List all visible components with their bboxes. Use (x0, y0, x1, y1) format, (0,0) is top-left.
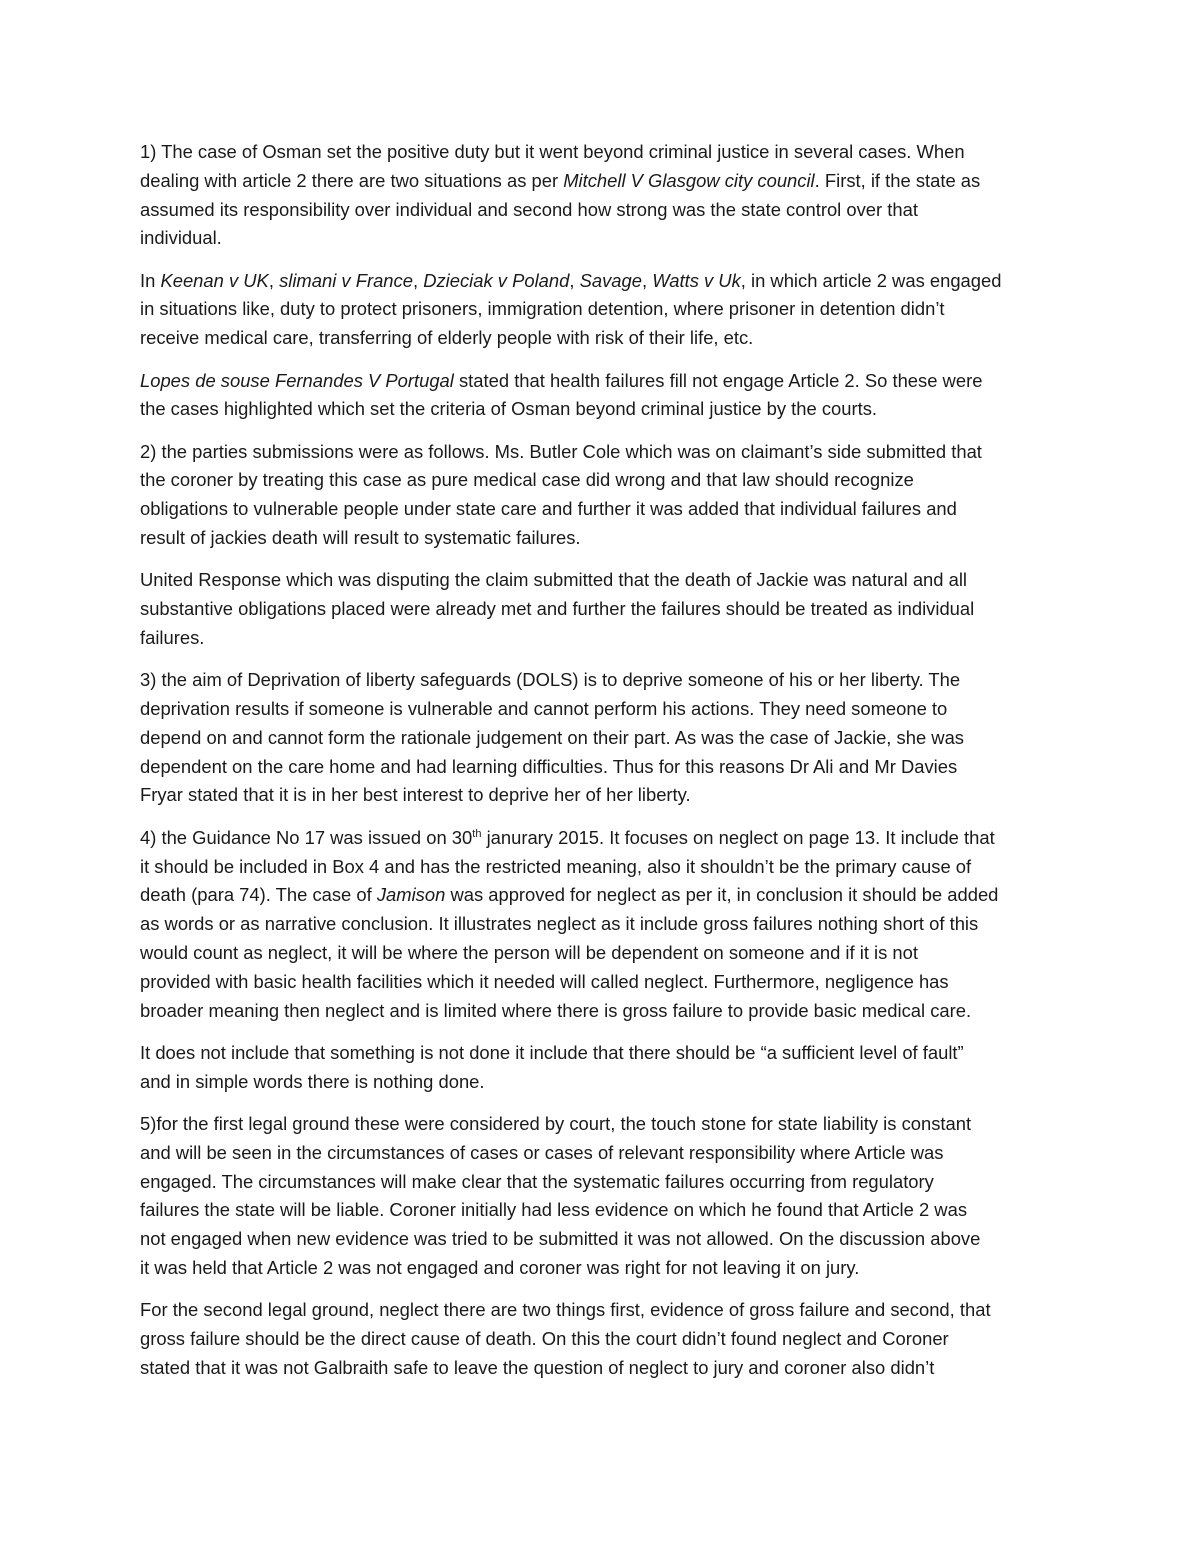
text-line (140, 1039, 1060, 1068)
text-run: death (para 74). The case of (140, 884, 377, 906)
text-run: 1) The case of Osman set the positive duty but it went beyond criminal justice in several cases. When (140, 141, 965, 162)
text-run: it should be included in Box 4 and has the restricted meaning, also it shouldn’t be the primary cause of (140, 855, 972, 877)
text-run: . First, if the state as (814, 169, 981, 191)
text-line (140, 968, 1060, 997)
text-run: Fryar stated that it is in her best interest to deprive her of her liberty. (140, 784, 691, 806)
text-run: it was held that Article 2 was not engaged and coroner was right for not leaving it on jury. (140, 1256, 860, 1278)
text-line (140, 595, 1060, 624)
text-line (140, 524, 1060, 553)
text-line (140, 224, 1060, 253)
text-line (140, 624, 1060, 653)
text-line (140, 167, 1060, 196)
text-line (140, 1110, 1060, 1139)
paragraph (140, 1110, 1060, 1283)
text-run: 2) the parties submissions were as follows. Ms. Butler Cole which was on claimant’s side submitted that (140, 440, 982, 462)
text-run: , (641, 269, 653, 291)
text-run: in situations like, duty to protect prisoners, immigration detention, where prisoner in detention didn’t (140, 298, 945, 320)
case-name: Jamison (376, 884, 446, 906)
text-run: , (268, 269, 280, 291)
text-line (140, 1168, 1060, 1197)
text-run: dependent on the care home and had learning difficulties. Thus for this reasons Dr Ali and Mr Davies (140, 755, 958, 777)
case-name: Savage (579, 269, 642, 291)
text-line (140, 566, 1060, 595)
case-name: Keenan v UK (160, 269, 269, 291)
text-run: 4) the Guidance No 17 was issued on 30 (140, 826, 473, 848)
text-line (140, 466, 1060, 495)
text-line (140, 910, 1060, 939)
text-run: broader meaning then neglect and is limited where there is gross failure to provide basic medical care. (140, 999, 972, 1021)
text-run: not engaged when new evidence was tried to be submitted it was not allowed. On the discussion above (140, 1228, 981, 1250)
text-run: deprivation results if someone is vulnerable and cannot perform his actions. They need someone to (140, 698, 948, 720)
text-run: stated that it was not Galbraith safe to leave the question of neglect to jury and coroner also didn’t (140, 1356, 935, 1378)
text-line (140, 939, 1060, 968)
text-line (140, 997, 1060, 1026)
text-line (140, 324, 1060, 353)
paragraph (140, 666, 1060, 810)
case-name: Mitchell V Glasgow city council (563, 169, 815, 191)
ordinal-suffix: th (472, 827, 482, 840)
text-run: depend on and cannot form the rationale judgement on their part. As was the case of Jackie, she was (140, 726, 964, 748)
text-run: , (569, 269, 580, 291)
text-line (140, 1325, 1060, 1354)
text-run: as words or as narrative conclusion. It illustrates neglect as it include gross failures nothing short of this (140, 913, 979, 935)
case-name: slimani v France (279, 269, 413, 291)
text-run: would count as neglect, it will be where the person will be dependent on someone and if it is not (140, 941, 918, 963)
case-name: Dzieciak v Poland (423, 269, 570, 291)
document-page (140, 138, 1060, 1396)
case-name: Watts v Uk (652, 269, 741, 291)
text-run: gross failure should be the direct cause of death. On this the court didn’t found neglect and Coroner (140, 1327, 949, 1349)
text-line (140, 1296, 1060, 1325)
text-line (140, 724, 1060, 753)
text-run: was approved for neglect as per it, in conclusion it should be added (445, 884, 999, 906)
text-run: 5)for the first legal ground these were considered by court, the touch stone for state liability is constant (140, 1112, 972, 1134)
paragraph (140, 438, 1060, 553)
text-line (140, 267, 1060, 296)
text-line (140, 753, 1060, 782)
paragraph (140, 367, 1060, 425)
text-line (140, 1196, 1060, 1225)
text-run: receive medical care, transferring of elderly people with risk of their life, etc. (140, 327, 754, 349)
text-line (140, 853, 1060, 882)
text-line (140, 1068, 1060, 1097)
text-line (140, 295, 1060, 324)
paragraph (140, 267, 1060, 353)
text-run: and will be seen in the circumstances of cases or cases of relevant responsibility where Article was (140, 1141, 944, 1163)
text-run: , in which article 2 was engaged (740, 269, 1002, 291)
text-run: substantive obligations placed were already met and further the failures should be treated as individual (140, 598, 975, 620)
text-run: the coroner by treating this case as pure medical case did wrong and that law should recognize (140, 469, 914, 491)
text-line (140, 1254, 1060, 1283)
text-run: obligations to vulnerable people under state care and further it was added that individual failures and (140, 498, 957, 520)
text-line (140, 1139, 1060, 1168)
text-line (140, 824, 1060, 853)
paragraph (140, 138, 1060, 253)
text-line (140, 395, 1060, 424)
text-line (140, 781, 1060, 810)
text-run: the cases highlighted which set the criteria of Osman beyond criminal justice by the courts. (140, 398, 878, 420)
paragraph (140, 824, 1060, 1026)
paragraph (140, 1296, 1060, 1382)
paragraph (140, 1039, 1060, 1097)
text-line (140, 695, 1060, 724)
paragraph (140, 566, 1060, 652)
text-run: In (140, 269, 161, 291)
text-run: failures. (140, 626, 205, 648)
text-line (140, 138, 1060, 167)
text-run: For the second legal ground, neglect there are two things first, evidence of gross failure and second, that (140, 1299, 991, 1321)
text-run: and in simple words there is nothing done. (140, 1070, 485, 1092)
text-run: United Response which was disputing the claim submitted that the death of Jackie was natural and all (140, 569, 968, 591)
text-run: failures the state will be liable. Coroner initially had less evidence on which he found that Article 2 was (140, 1199, 968, 1221)
text-run: 3) the aim of Deprivation of liberty safeguards (DOLS) is to deprive someone of his or her liberty. The (140, 669, 961, 691)
text-line (140, 196, 1060, 225)
text-run: stated that health failures fill not engage Article 2. So these were (453, 369, 983, 391)
text-run: It does not include that something is not done it include that there should be “a sufficient level of fault” (140, 1041, 964, 1063)
text-line (140, 666, 1060, 695)
text-run: , (412, 269, 424, 291)
text-run: assumed its responsibility over individual and second how strong was the state control over that (140, 198, 918, 220)
text-line (140, 1225, 1060, 1254)
text-run: dealing with article 2 there are two situations as per (140, 169, 564, 191)
text-line (140, 367, 1060, 396)
text-line (140, 438, 1060, 467)
text-line (140, 1354, 1060, 1383)
text-run: result of jackies death will result to systematic failures. (140, 527, 581, 549)
case-name: Lopes de souse Fernandes V Portugal (140, 369, 454, 391)
text-run: individual. (140, 227, 222, 249)
text-run: janurary 2015. It focuses on neglect on page 13. It include that (481, 826, 995, 848)
text-line (140, 881, 1060, 910)
text-line (140, 495, 1060, 524)
text-run: provided with basic health facilities which it needed will called neglect. Furthermore, negligence has (140, 970, 949, 992)
text-run: engaged. The circumstances will make clear that the systematic failures occurring from regulatory (140, 1170, 934, 1192)
